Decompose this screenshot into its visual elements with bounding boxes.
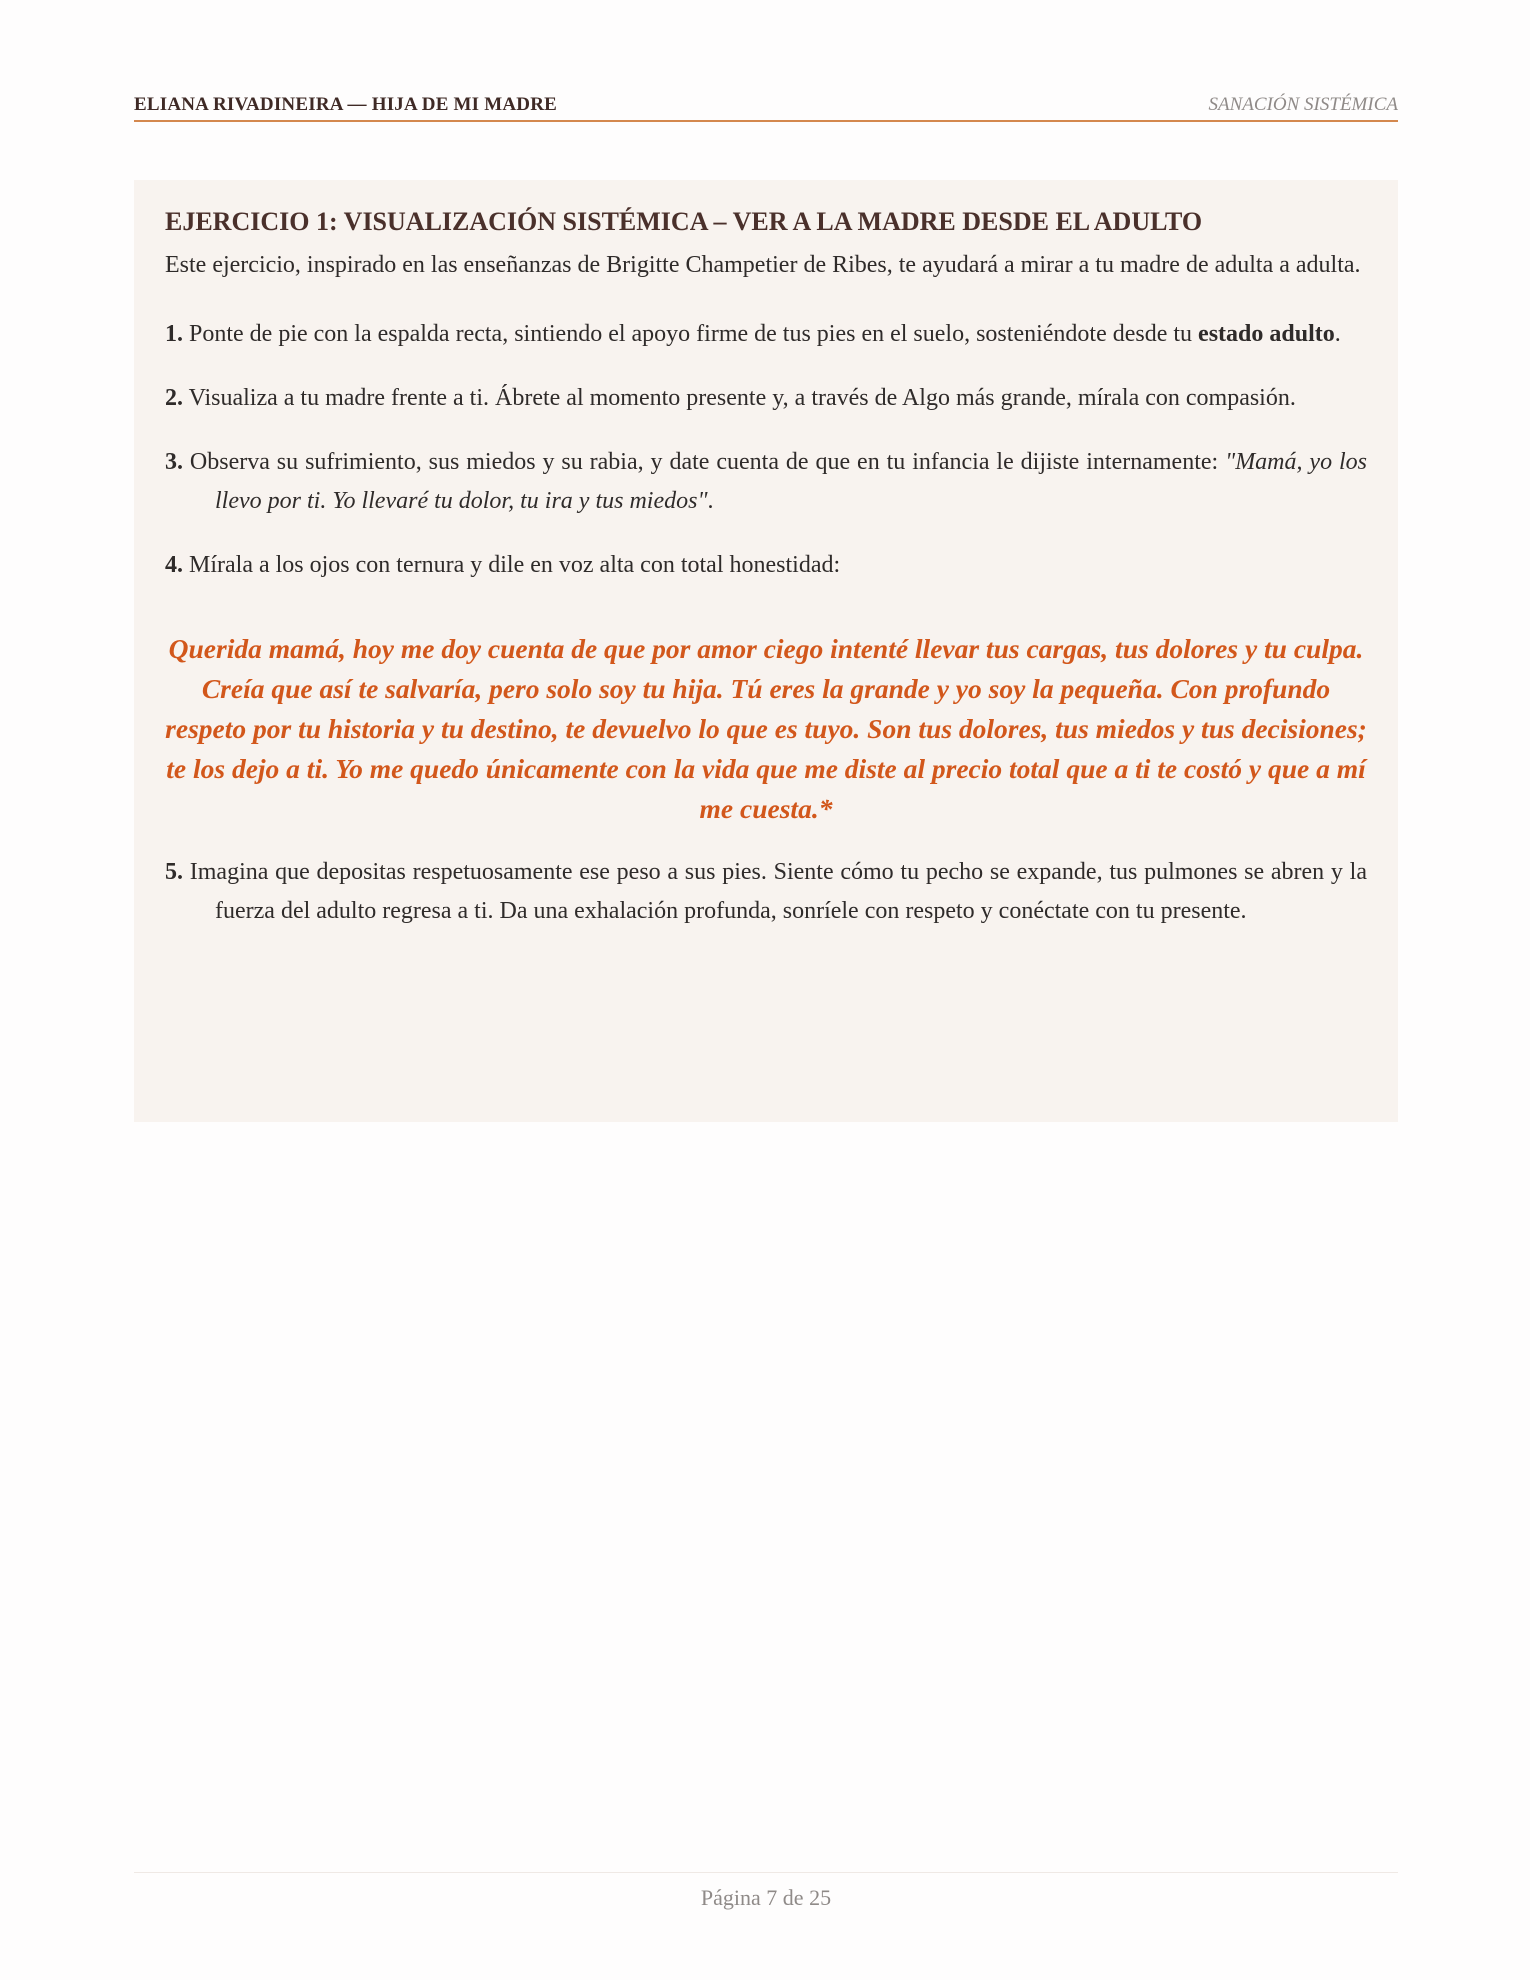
step-italic-text: "Mamá, yo los llevo por ti. Yo llevaré tu dolor, tu ira y tus miedos" [215,449,1368,514]
header-section: SANACIÓN SISTÉMICA [1208,94,1398,115]
step-text: Ponte de pie con la espalda recta, sintiendo el apoyo firme de tus pies en el suelo, sosteniéndote desde tu [189,321,1199,347]
step-after: . [707,488,714,514]
step-5 [165,853,1367,931]
step-text: Mírala a los ojos con ternura y dile en voz alta con total honestidad: [189,552,841,578]
exercise-box [134,180,1398,1122]
step-bold-text: estado adulto [1198,321,1335,347]
step-number: 1. [165,321,183,347]
step-1 [165,315,1367,354]
step-number: 2. [165,385,183,411]
step-number: 3. [165,449,183,475]
step-text: Observa su sufrimiento, sus miedos y su rabia, y date cuenta de que en tu infancia le dijiste internamente: [189,449,1226,475]
page-number: Página 7 de 25 [700,1885,832,1910]
page-header [134,90,1398,122]
step-after: . [1334,321,1341,347]
exercise-title: EJERCICIO 1: VISUALIZACIÓN SISTÉMICA – VER A LA MADRE DESDE EL ADULTO [165,207,1203,236]
affirmation-quote: Querida mamá, hoy me doy cuenta de que por amor ciego intenté llevar tus cargas, tus dolores y tu culpa. Creía que así te salvaría, pero solo soy tu hija. Tú eres la grande y yo soy la pequeña. Con profundo respeto por tu historia y tu destino, te devuelvo lo que es tuyo. Son tus dolores, tus miedos y tus decisiones; te los dejo a ti. Yo me quedo únicamente con la vida que me diste al precio total que a ti te costó y que a mí me cuesta.* [165,633,1367,824]
step-4 [165,546,1367,585]
step-2 [165,379,1367,418]
step-text: Imagina que depositas respetuosamente ese peso a sus pies. Siente cómo tu pecho se expande, tus pulmones se abren y la fuerza del adulto regresa a ti. Da una exhalación profunda, sonríele con respeto y conéctate con tu presente. [189,859,1367,924]
step-text: Visualiza a tu madre frente a ti. Ábrete al momento presente y, a través de Algo más grande, mírala con compasión. [188,385,1296,411]
step-number: 4. [165,552,183,578]
step-number: 5. [165,859,183,885]
exercise-intro: Este ejercicio, inspirado en las enseñanzas de Brigitte Champetier de Ribes, te ayudará a mirar a tu madre de adulta a adulta. [165,252,1361,278]
step-3 [165,443,1367,521]
footer-divider [134,1872,1398,1873]
header-author-title: ELIANA RIVADINEIRA — HIJA DE MI MADRE [134,94,557,115]
